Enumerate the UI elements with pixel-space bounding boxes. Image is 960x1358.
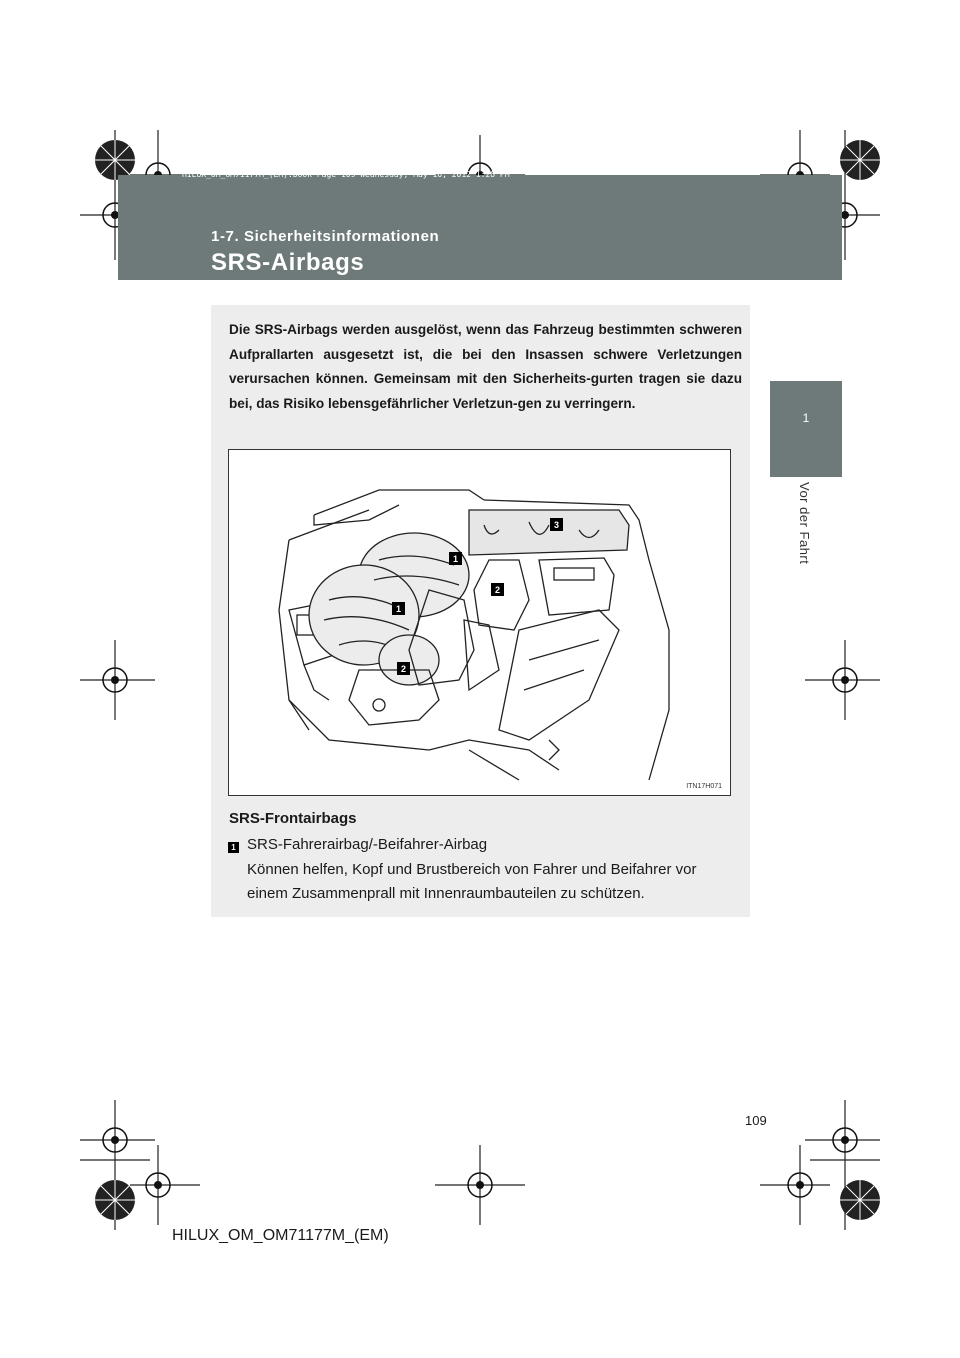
callout-1b: 1 [395,604,402,614]
callout-2a: 2 [494,585,501,595]
footer-code: HILUX_OM_OM71177M_(EM) [172,1227,389,1244]
callout-1a: 1 [452,554,459,564]
section-subheading: SRS-Frontairbags [229,810,357,827]
callout-3: 3 [553,520,560,530]
page-title: SRS-Airbags [211,249,365,276]
intro-paragraph: Die SRS-Airbags werden ausgelöst, wenn das Fahrzeug bestimmten schweren Aufprallarten ausgesetzt ist, die bei den Insassen schwere Verletzungen verursachen können. Gemeinsam mit den Sicherheits-gurten tragen sie dazu bei, das Risiko lebensgefährlicher Verletzun-gen zu verringern. [229,322,742,411]
chapter-title: Vor der Fahrt [797,482,812,565]
item-label: SRS-Fahrerairbag/-Beifahrer-Airbag [247,836,488,853]
chapter-number: 1 [802,411,810,425]
file-stamp: HILUX_OM_OM71177M_(EM).book Page 109 Wednesday, May 16, 2012 1:28 PM [182,170,510,179]
vehicle-interior-illustration [229,450,730,795]
callout-2b: 2 [400,664,407,674]
item-marker: 1 [228,842,239,853]
chapter-tab [770,381,842,477]
figure-code: ITN17H071 [686,783,722,790]
section-label: 1-7. Sicherheitsinformationen [211,228,440,245]
airbag-figure [228,449,731,796]
page-number: 109 [745,1113,767,1128]
item-description: Können helfen, Kopf und Brustbereich von Fahrer und Beifahrer vor einem Zusammenprall mit Innenraumbauteilen zu schützen. [247,861,697,902]
